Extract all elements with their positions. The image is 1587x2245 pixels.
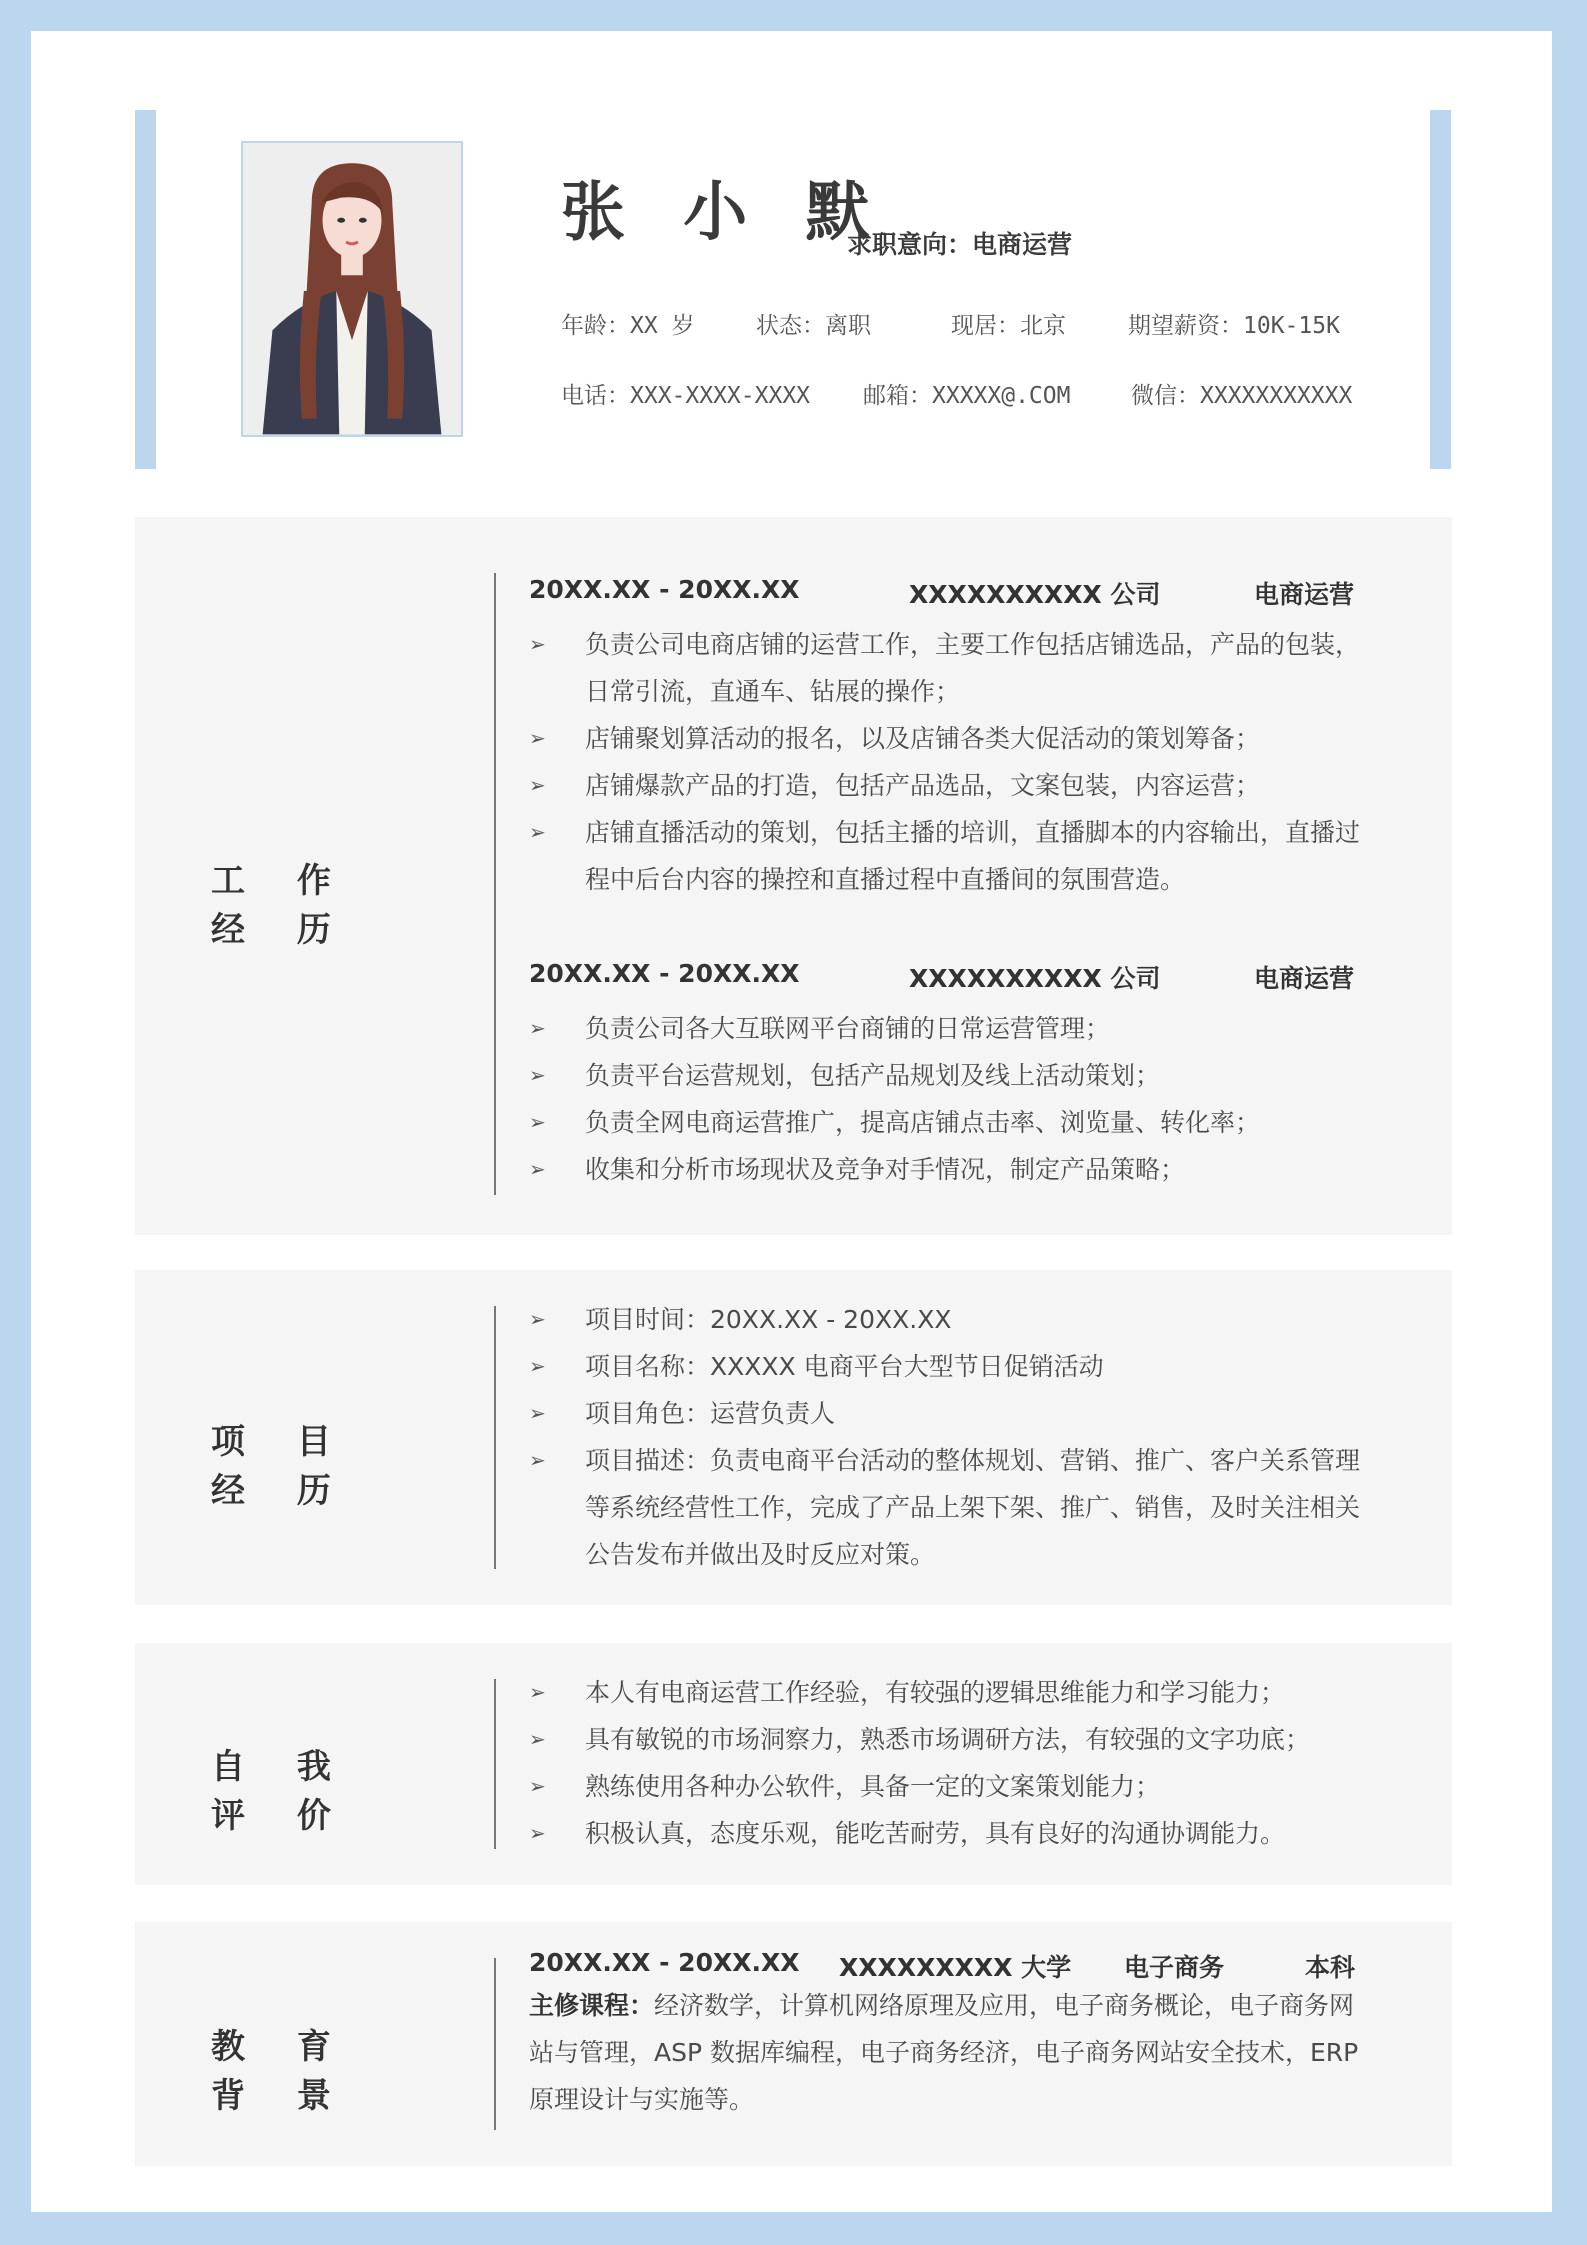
arrow-bullet-icon: ➢ [529, 1016, 546, 1040]
header-accent-bar-right [1430, 110, 1451, 469]
section-title: 项 目 经 历 [211, 1422, 351, 1511]
education-school: XXXXXXXXX 大学 [839, 1953, 1072, 1982]
wechat-text: 微信：XXXXXXXXXXX [1131, 383, 1353, 409]
job-role: 电商运营 [1254, 580, 1355, 609]
salary-text: 期望薪资：10K-15K [1128, 313, 1340, 339]
job-company: XXXXXXXXXX 公司 [909, 964, 1161, 993]
arrow-bullet-icon: ➢ [529, 1401, 546, 1425]
list-item: ➢ 项目名称：XXXXX 电商平台大型节日促销活动 [529, 1343, 1369, 1390]
project-experience-section [135, 1270, 1452, 1605]
list-item: ➢ 负责全网电商运营推广，提高店铺点击率、浏览量、转化率； [529, 1099, 1369, 1146]
status-text: 状态：离职 [756, 313, 871, 339]
arrow-bullet-icon: ➢ [529, 1354, 546, 1378]
project-content [529, 1296, 1369, 1578]
arrow-bullet-icon: ➢ [529, 1680, 546, 1704]
arrow-bullet-icon: ➢ [529, 1307, 546, 1331]
arrow-bullet-icon: ➢ [529, 773, 546, 797]
section-divider [494, 573, 496, 1195]
education-courses [529, 1982, 1369, 2123]
self-evaluation-content [529, 1669, 1369, 1857]
arrow-bullet-icon: ➢ [529, 1110, 546, 1134]
list-item: ➢ 积极认真，态度乐观，能吃苦耐劳，具有良好的沟通协调能力。 [529, 1810, 1369, 1857]
portrait-photo [241, 141, 463, 437]
arrow-bullet-icon: ➢ [529, 632, 546, 656]
section-divider [494, 1306, 496, 1569]
list-item: ➢ 项目角色：运营负责人 [529, 1390, 1369, 1437]
portrait-illustration [243, 143, 461, 435]
arrow-bullet-icon: ➢ [529, 1727, 546, 1751]
work-experience-section [135, 517, 1452, 1235]
job-header [529, 575, 1369, 609]
header-accent-bar-left [135, 110, 156, 469]
list-item: ➢ 项目时间：20XX.XX - 20XX.XX [529, 1296, 1369, 1343]
arrow-bullet-icon: ➢ [529, 1821, 546, 1845]
education-period: 20XX.XX - 20XX.XX [529, 1948, 800, 1977]
list-item: ➢ 店铺爆款产品的打造，包括产品选品，文案包装，内容运营； [529, 762, 1369, 809]
job-company: XXXXXXXXXX 公司 [909, 580, 1161, 609]
arrow-bullet-icon: ➢ [529, 1448, 546, 1472]
education-section [135, 1922, 1452, 2166]
job-period: 20XX.XX - 20XX.XX [529, 575, 800, 604]
job-period: 20XX.XX - 20XX.XX [529, 959, 800, 988]
arrow-bullet-icon: ➢ [529, 1774, 546, 1798]
education-major: 电子商务 [1124, 1953, 1225, 1982]
section-title: 教 育 背 景 [211, 2027, 351, 2116]
section-divider [494, 1679, 496, 1849]
job-intention: 求职意向：电商运营 [847, 230, 1073, 259]
resume-page [31, 31, 1552, 2212]
age-text: 年龄：XX 岁 [561, 313, 695, 339]
section-title: 自 我 评 价 [211, 1747, 351, 1836]
list-item: ➢ 收集和分析市场现状及竞争对手情况，制定产品策略； [529, 1146, 1369, 1193]
list-item: ➢ 店铺直播活动的策划，包括主播的培训，直播脚本的内容输出，直播过程中后台内容的操控和直播过程中直播间的氛围营造。 [529, 809, 1369, 903]
courses-text: 经济数学，计算机网络原理及应用，电子商务概论，电子商务网站与管理，ASP 数据库编程，电子商务经济，电子商务网站安全技术，ERP 原理设计与实施等。 [529, 1991, 1359, 2114]
list-item: ➢ 具有敏锐的市场洞察力，熟悉市场调研方法，有较强的文字功底； [529, 1716, 1369, 1763]
section-divider [494, 1958, 496, 2130]
self-evaluation-section [135, 1643, 1452, 1885]
list-item: ➢ 负责平台运营规划，包括产品规划及线上活动策划； [529, 1052, 1369, 1099]
arrow-bullet-icon: ➢ [529, 1063, 546, 1087]
location-text: 现居：北京 [951, 313, 1066, 339]
candidate-name: 张 小 默 [561, 176, 888, 250]
job-role: 电商运营 [1254, 964, 1355, 993]
list-item: ➢ 项目描述：负责电商平台活动的整体规划、营销、推广、客户关系管理等系统经营性工作，完成了产品上架下架、推广、销售，及时关注相关公告发布并做出及时反应对策。 [529, 1437, 1369, 1578]
list-item: ➢ 本人有电商运营工作经验，有较强的逻辑思维能力和学习能力； [529, 1669, 1369, 1716]
list-item: ➢ 负责公司各大互联网平台商铺的日常运营管理； [529, 1005, 1369, 1052]
list-item: ➢ 熟练使用各种办公软件，具备一定的文案策划能力； [529, 1763, 1369, 1810]
courses-label: 主修课程： [529, 1991, 655, 2020]
education-degree: 本科 [1305, 1953, 1356, 1982]
education-header [529, 1948, 1369, 1982]
arrow-bullet-icon: ➢ [529, 1157, 546, 1181]
work-content [529, 575, 1369, 1193]
email-text: 邮箱：XXXXX@.COM [863, 383, 1071, 409]
education-content [529, 1948, 1369, 2123]
arrow-bullet-icon: ➢ [529, 726, 546, 750]
phone-text: 电话：XXX-XXXX-XXXX [561, 383, 811, 409]
list-item: ➢ 负责公司电商店铺的运营工作，主要工作包括店铺选品，产品的包装，日常引流，直通车、钻展的操作； [529, 621, 1369, 715]
arrow-bullet-icon: ➢ [529, 820, 546, 844]
job-header [529, 959, 1369, 993]
section-title: 工 作 经 历 [211, 861, 351, 950]
list-item: ➢ 店铺聚划算活动的报名，以及店铺各类大促活动的策划筹备； [529, 715, 1369, 762]
